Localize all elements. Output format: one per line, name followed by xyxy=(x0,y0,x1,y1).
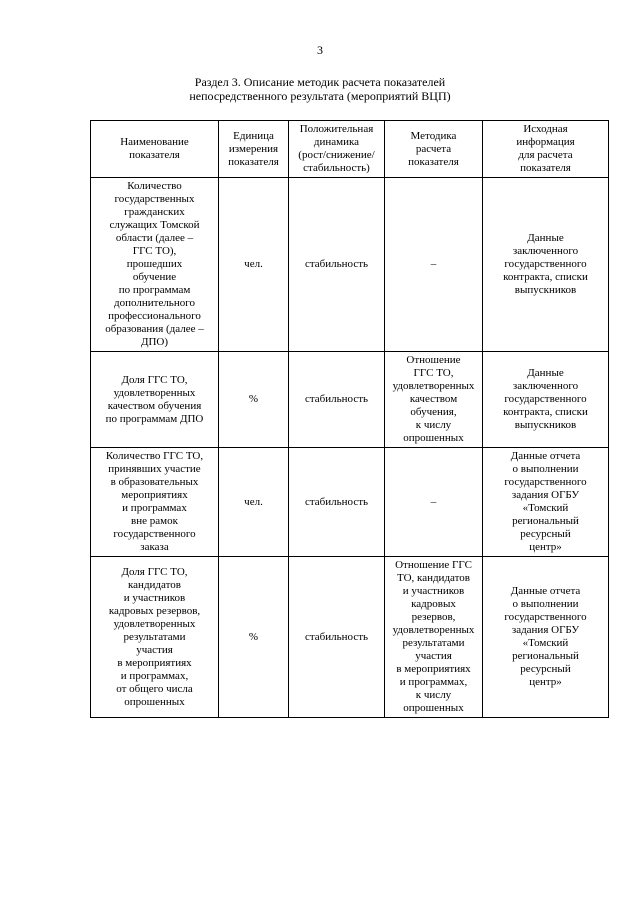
cell-line: удовлетворенных xyxy=(392,380,475,392)
cell-line: Доля ГГС ТО, xyxy=(121,373,188,386)
cell-unit xyxy=(219,557,289,718)
cell-line: государственного xyxy=(504,393,587,405)
cell-dynamics xyxy=(289,352,385,448)
cell-source xyxy=(483,557,609,718)
cell-line: Наименование xyxy=(120,136,189,148)
cell-dynamics xyxy=(289,178,385,352)
cell-method xyxy=(385,448,483,557)
cell-line: опрошенных xyxy=(124,695,185,708)
cell-line: государственных xyxy=(114,193,195,205)
cell-line: служащих Томской xyxy=(109,219,200,231)
cell-line: дополнительного xyxy=(114,297,195,309)
cell-line: Количество xyxy=(127,180,182,192)
cell-line: % xyxy=(248,393,259,405)
header-dynamics xyxy=(289,121,385,178)
header-unit xyxy=(219,121,289,178)
cell-line: показателя xyxy=(408,155,459,168)
cell-name xyxy=(91,557,219,718)
table-row xyxy=(91,178,609,352)
table-header-row xyxy=(91,121,609,178)
cell-line: удовлетворенных xyxy=(113,386,196,399)
cell-line: и программах, xyxy=(399,676,468,688)
cell-line: измерения xyxy=(228,142,279,155)
cell-line: стабильность xyxy=(304,258,369,270)
cell-line: показателя xyxy=(129,149,180,161)
cell-source xyxy=(483,448,609,557)
cell-unit xyxy=(219,178,289,352)
cell-line: выпускников xyxy=(514,419,577,431)
cell-line: результатами xyxy=(402,637,465,649)
cell-line: государственного xyxy=(504,258,587,270)
cell-line: от общего числа xyxy=(116,682,193,695)
header-name xyxy=(91,121,219,178)
cell-line: % xyxy=(248,630,259,643)
cell-method xyxy=(385,178,483,352)
cell-line: заключенного xyxy=(512,380,579,392)
cell-line: к числу xyxy=(415,419,452,431)
cell-line: и программах xyxy=(122,502,187,514)
cell-line: расчета xyxy=(415,142,452,155)
cell-line: Исходная xyxy=(523,123,568,135)
cell-line: Количество ГГС ТО, xyxy=(105,450,204,462)
cell-line: ресурсный xyxy=(520,528,571,540)
cell-line: (рост/снижение/ xyxy=(298,149,375,161)
cell-line: ГГС ТО), xyxy=(132,245,177,257)
cell-line: удовлетворенных xyxy=(113,617,196,630)
cell-line: мероприятиях xyxy=(121,489,188,501)
cell-line: принявших участие xyxy=(108,463,201,475)
cell-line: опрошенных xyxy=(403,702,464,714)
cell-line: показателя xyxy=(520,162,571,174)
cell-line: для расчета xyxy=(518,149,573,161)
cell-line: о выполнении xyxy=(512,463,579,475)
cell-line: Отношение xyxy=(406,354,461,366)
cell-line: контракта, списки xyxy=(503,271,588,283)
cell-line: качеством обучения xyxy=(107,399,202,412)
cell-line: контракта, списки xyxy=(503,406,588,418)
cell-line: центр» xyxy=(529,541,562,553)
cell-line: Данные отчета xyxy=(510,585,581,597)
cell-line: обучение xyxy=(132,271,177,283)
cell-line: в образовательных xyxy=(110,476,199,488)
cell-dynamics xyxy=(289,557,385,718)
cell-line: центр» xyxy=(529,676,562,688)
cell-name xyxy=(91,178,219,352)
cell-line: качеством xyxy=(409,393,458,405)
cell-line: региональный xyxy=(512,650,579,662)
page-number: 3 xyxy=(317,43,323,57)
cell-line: государственного xyxy=(504,611,587,623)
table-row xyxy=(91,352,609,448)
cell-line: чел. xyxy=(244,258,263,270)
cell-line: «Томский xyxy=(522,502,569,514)
cell-line: Данные xyxy=(527,367,564,379)
cell-method xyxy=(385,557,483,718)
cell-line: задания ОГБУ xyxy=(511,489,580,501)
cell-line: Отношение ГГС xyxy=(395,559,472,571)
cell-line: в мероприятиях xyxy=(117,656,192,669)
cell-line: о выполнении xyxy=(512,598,579,610)
cell-line: обучения, xyxy=(410,406,457,418)
cell-line: динамика xyxy=(313,136,360,148)
header-source xyxy=(483,121,609,178)
cell-name xyxy=(91,352,219,448)
cell-line: ДПО) xyxy=(140,336,169,348)
cell-line: стабильность) xyxy=(303,162,370,174)
indicators-table xyxy=(90,120,609,718)
cell-line: к числу xyxy=(415,689,452,701)
cell-line: и программах, xyxy=(120,669,189,682)
cell-line: Данные отчета xyxy=(510,450,581,462)
cell-line: кандидатов xyxy=(128,578,181,591)
cell-line: участия xyxy=(415,650,452,662)
cell-line: стабильность xyxy=(304,495,369,508)
cell-line: кадровых xyxy=(411,598,456,610)
cell-method xyxy=(385,352,483,448)
cell-line: заказа xyxy=(140,541,169,553)
section-heading xyxy=(0,75,640,103)
cell-line: по программам ДПО xyxy=(105,412,204,425)
cell-line: стабильность xyxy=(304,393,369,405)
table-row xyxy=(91,448,609,557)
cell-line: государственного xyxy=(113,528,196,540)
cell-line: Методика xyxy=(410,129,457,142)
cell-source xyxy=(483,352,609,448)
cell-line: показателя xyxy=(228,155,279,168)
cell-line: области (далее – xyxy=(115,232,194,244)
cell-line: резервов, xyxy=(411,611,456,623)
heading-line: непосредственного результата (мероприятий ВЦП) xyxy=(189,89,451,103)
heading-line: Раздел 3. Описание методик расчета показателей xyxy=(194,75,446,89)
cell-line: Доля ГГС ТО, xyxy=(121,565,188,578)
cell-line: в мероприятиях xyxy=(396,663,471,675)
cell-line: опрошенных xyxy=(403,432,464,444)
cell-line: стабильность xyxy=(304,630,369,643)
cell-dynamics xyxy=(289,448,385,557)
cell-line: участия xyxy=(136,643,173,656)
cell-name xyxy=(91,448,219,557)
header-method xyxy=(385,121,483,178)
cell-line: результатами xyxy=(123,630,186,643)
cell-line: вне рамок xyxy=(131,515,178,527)
cell-line: кадровых резервов, xyxy=(108,604,201,617)
cell-line: Данные xyxy=(527,232,564,244)
cell-line: информация xyxy=(516,136,575,148)
cell-line: региональный xyxy=(512,515,579,527)
cell-unit xyxy=(219,352,289,448)
cell-line: заключенного xyxy=(512,245,579,257)
cell-line: образования (далее – xyxy=(105,323,204,335)
cell-line: ресурсный xyxy=(520,663,571,675)
cell-line: выпускников xyxy=(514,284,577,296)
table-row xyxy=(91,557,609,718)
cell-unit xyxy=(219,448,289,557)
cell-source xyxy=(483,178,609,352)
cell-line: – xyxy=(430,495,437,508)
cell-line: Единица xyxy=(233,129,274,142)
cell-line: по программам xyxy=(118,284,191,296)
cell-line: ГГС ТО, xyxy=(413,367,454,379)
cell-line: задания ОГБУ xyxy=(511,624,580,636)
cell-line: Положительная xyxy=(299,123,374,135)
cell-line: чел. xyxy=(244,495,263,508)
cell-line: гражданских xyxy=(124,206,185,218)
cell-line: удовлетворенных xyxy=(392,624,475,636)
cell-line: государственного xyxy=(504,476,587,488)
cell-line: профессионального xyxy=(108,310,201,322)
cell-line: «Томский xyxy=(522,637,569,649)
cell-line: и участников xyxy=(402,585,465,597)
cell-line: прошедших xyxy=(126,258,183,270)
cell-line: и участников xyxy=(123,591,186,604)
cell-line: ТО, кандидатов xyxy=(397,572,470,584)
cell-line: – xyxy=(430,258,437,270)
